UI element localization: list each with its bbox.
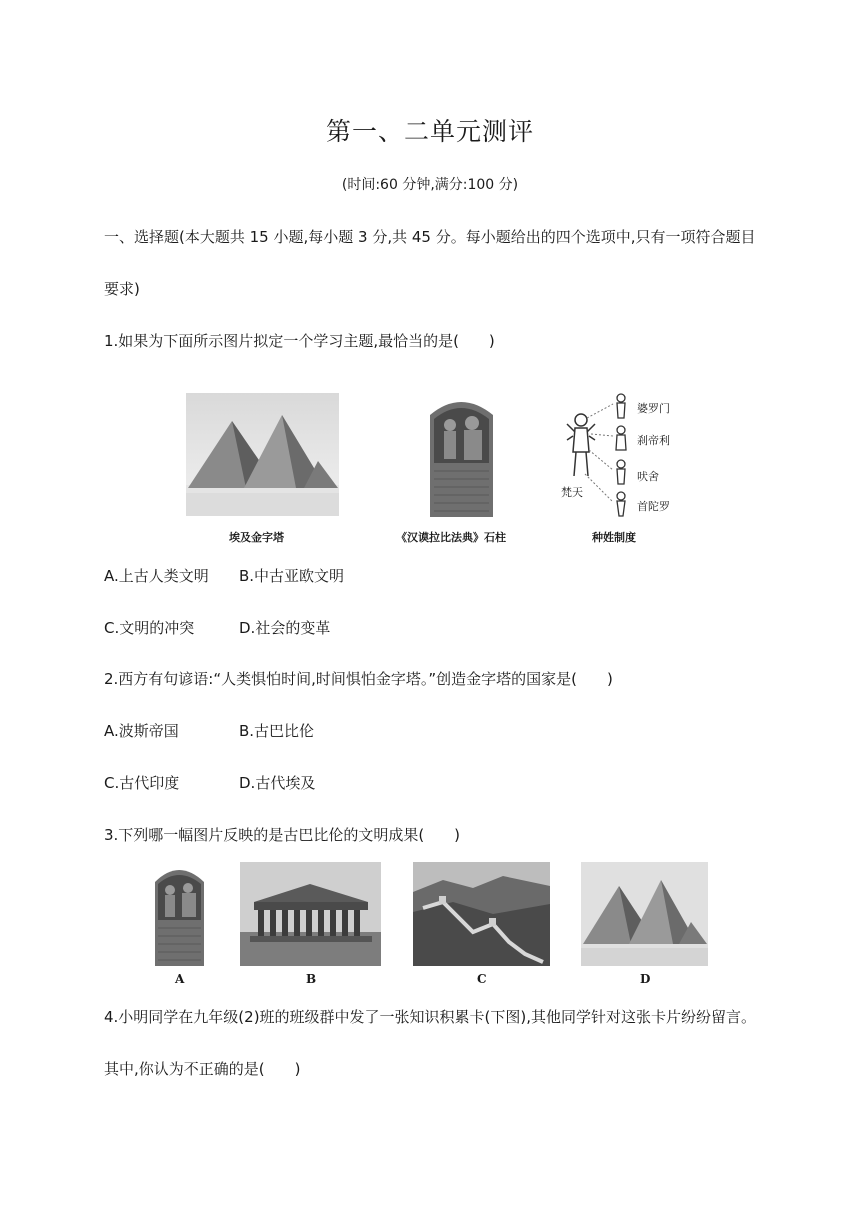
section-heading-cont: 要求) (104, 280, 140, 298)
hammurabi-stele-image (426, 393, 497, 517)
q2-option-a: A.波斯帝国 (104, 722, 179, 740)
q3-caption-a: A (175, 972, 185, 986)
question-1-stem: 1.如果为下面所示图片拟定一个学习主题,最恰当的是( ) (104, 332, 495, 350)
q3-image-d-pyramids (581, 862, 708, 966)
caste-system-diagram (561, 390, 681, 518)
question-3-stem: 3.下列哪一幅图片反映的是古巴比伦的文明成果( ) (104, 826, 461, 844)
q3-caption-d: D (640, 972, 651, 986)
q3-image-a-stele (152, 862, 207, 966)
q2-option-d: D.古代埃及 (239, 774, 316, 792)
q3-caption-c: C (477, 972, 487, 986)
caste-label-brahmin: 婆罗门 (637, 402, 670, 415)
page-title: 第一、二单元测评 (325, 117, 534, 146)
caste-label-shudra: 首陀罗 (637, 500, 670, 513)
q1-option-b: B.中古亚欧文明 (239, 567, 345, 585)
question-4-stem: 4.小明同学在九年级(2)班的班级群中发了一张知识积累卡(下图),其他同学针对这张卡片纷纷留言。 (104, 1008, 757, 1026)
q2-option-c: C.古代印度 (104, 774, 180, 792)
q1-option-a: A.上古人类文明 (104, 567, 209, 585)
q1-option-c: C.文明的冲突 (104, 619, 195, 637)
q2-option-b: B.古巴比伦 (239, 722, 315, 740)
q3-image-b-parthenon (240, 862, 381, 966)
q3-image-c-great-wall (413, 862, 550, 966)
caste-label-vaishya: 吠舍 (637, 470, 659, 483)
caste-label-kshatriya: 刹帝利 (637, 434, 670, 447)
exam-info: (时间:60 分钟,满分:100 分) (341, 177, 519, 193)
caste-label-brahma: 梵天 (561, 486, 583, 499)
q1-option-d: D.社会的变革 (239, 619, 331, 637)
question-2-stem: 2.西方有句谚语:“人类惧怕时间,时间惧怕金字塔。”创造金字塔的国家是( ) (104, 670, 613, 688)
pyramids-image (186, 393, 339, 516)
caption-pyramids: 埃及金字塔 (229, 531, 284, 544)
caption-caste: 种姓制度 (592, 531, 636, 544)
q3-caption-b: B (306, 972, 317, 986)
caption-stele: 《汉谟拉比法典》石柱 (396, 531, 506, 544)
question-4-stem-cont: 其中,你认为不正确的是( ) (104, 1060, 301, 1078)
section-heading: 一、选择题(本大题共 15 小题,每小题 3 分,共 45 分。每小题给出的四个选项中,只有一项符合题目 (104, 228, 756, 246)
